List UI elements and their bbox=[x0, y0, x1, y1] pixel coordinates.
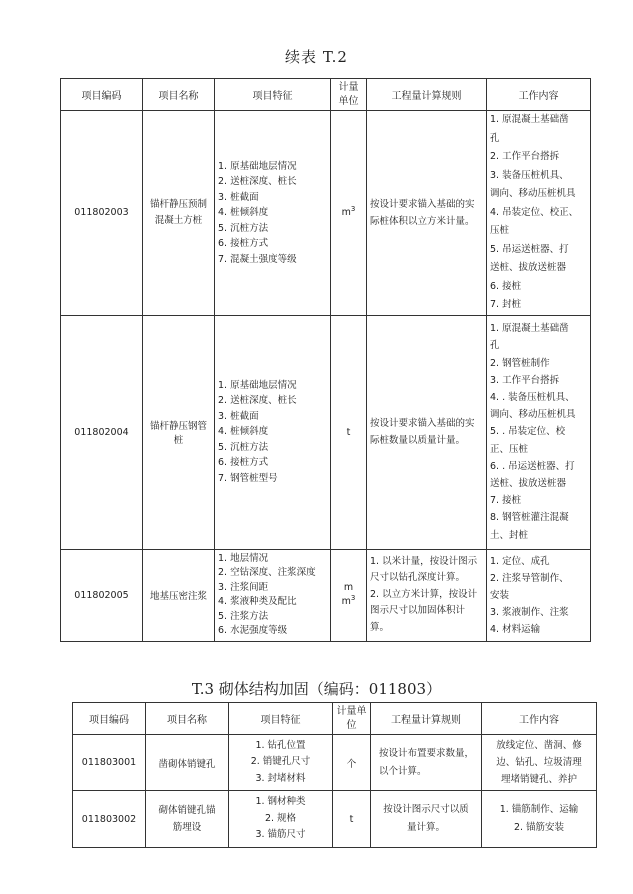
feature-line: 3. 锚筋尺寸 bbox=[255, 829, 306, 841]
work-line: 3. 浆液制作、注浆 bbox=[490, 606, 569, 618]
feature-line: 4. 浆液种类及配比 bbox=[218, 596, 297, 607]
feature-line: 3. 封堵材料 bbox=[255, 772, 306, 784]
row-code: 011803001 bbox=[73, 735, 146, 791]
work-line: 3. 装备压桩机具、 bbox=[490, 169, 569, 181]
feature-line: 3. 桩截面 bbox=[218, 191, 259, 203]
rule-line: 尺寸以钻孔深度计算。 bbox=[370, 572, 466, 584]
table-row bbox=[73, 735, 597, 791]
header-code: 项目编码 bbox=[61, 79, 143, 111]
header-features: 项目特征 bbox=[215, 79, 331, 111]
feature-line: 5. 沉桩方法 bbox=[218, 441, 269, 453]
rule-line: 图示尺寸以加固体积计 bbox=[370, 605, 466, 617]
row-unit: 个 bbox=[333, 735, 371, 791]
work-line: 2. 注浆导管制作、 bbox=[490, 572, 569, 584]
table-row bbox=[61, 315, 591, 549]
work-line: 1. 原混凝土基础凿 bbox=[490, 114, 569, 125]
work-line: 3. 工作平台搭拆 bbox=[490, 374, 560, 386]
rule-line: 算。 bbox=[370, 621, 390, 633]
table1-header-row bbox=[61, 79, 591, 111]
feature-line: 2. 送桩深度、桩长 bbox=[218, 395, 297, 407]
unit-base: m bbox=[341, 596, 351, 607]
table2-header-row bbox=[73, 703, 597, 735]
work-line: 5. . 吊装定位、校 bbox=[490, 426, 566, 438]
work-line: 1. 锚筋制作、运输 bbox=[499, 804, 579, 815]
work-line: 5. 吊运送桩器、打 bbox=[490, 243, 569, 255]
feature-line: 1. 地层情况 bbox=[218, 552, 269, 564]
feature-line: 5. 沉桩方法 bbox=[218, 222, 269, 234]
row-unit: t bbox=[333, 791, 371, 848]
feature-line: 2. 送桩深度、桩长 bbox=[218, 176, 297, 187]
header-unit: 计量单位 bbox=[331, 79, 367, 111]
work-line: 6. . 吊运送桩器、打 bbox=[490, 460, 575, 472]
header-rule: 工程量计算规则 bbox=[371, 703, 482, 735]
unit-base: m bbox=[341, 207, 351, 219]
table2-title: T.3 砌体结构加固（编码：011803） bbox=[191, 680, 442, 698]
work-line: 8. 钢管桩灌注混凝 bbox=[490, 512, 569, 524]
work-line: 孔 bbox=[490, 340, 500, 352]
unit-line: m bbox=[343, 582, 354, 593]
rule-line: 1. 以米计量，按设计图示 bbox=[370, 555, 478, 567]
row-features bbox=[215, 111, 331, 316]
feature-line: 2. 销键孔尺寸 bbox=[250, 756, 311, 768]
work-line: 4. 材料运输 bbox=[490, 623, 541, 635]
row-features bbox=[229, 791, 333, 848]
header-name: 项目名称 bbox=[146, 703, 229, 735]
feature-line: 2. 规格 bbox=[264, 812, 297, 824]
table-row bbox=[73, 791, 597, 848]
feature-line: 6. 水泥强度等级 bbox=[218, 625, 288, 636]
row-rule: 按设计图示尺寸以质量计算。 bbox=[371, 791, 482, 848]
header-code: 项目编码 bbox=[73, 703, 146, 735]
rule-line: 2. 以立方米计算，按设计 bbox=[370, 588, 478, 600]
work-line: 4. . 装备压桩机具、 bbox=[490, 391, 575, 403]
header-features: 项目特征 bbox=[229, 703, 333, 735]
feature-line: 3. 桩截面 bbox=[218, 410, 259, 422]
header-unit: 计量单位 bbox=[333, 703, 371, 735]
row-name: 凿砌体销键孔 bbox=[146, 735, 229, 791]
feature-line: 1. 钢材种类 bbox=[255, 796, 306, 808]
row-code: 011803002 bbox=[73, 791, 146, 848]
work-line: 调向、移动压桩机具 bbox=[490, 409, 576, 421]
work-line: 放线定位、凿洞、修 bbox=[496, 740, 582, 751]
feature-line: 1. 原基础地层情况 bbox=[218, 379, 297, 391]
row-name: 锚杆静压钢管桩 bbox=[143, 315, 215, 549]
row-unit bbox=[331, 111, 367, 316]
row-work bbox=[487, 549, 591, 641]
row-rule: 按设计要求锚入基础的实际桩数量以质量计量。 bbox=[367, 315, 487, 549]
feature-line: 6. 接桩方式 bbox=[218, 457, 269, 469]
work-line: 送桩、拔放送桩器 bbox=[490, 262, 567, 273]
feature-line: 6. 接桩方式 bbox=[218, 238, 269, 249]
work-line: 边、钻孔、垃圾清理 bbox=[496, 757, 582, 768]
feature-line: 7. 钢管桩型号 bbox=[218, 472, 278, 484]
row-work bbox=[487, 111, 591, 316]
row-work bbox=[482, 735, 597, 791]
work-line: 2. 锚筋安装 bbox=[513, 822, 565, 833]
work-line: 4. 吊装定位、校正、 bbox=[490, 206, 579, 218]
work-line: 土、封桩 bbox=[490, 529, 529, 541]
unit-superscript: 3 bbox=[350, 594, 356, 602]
table1-title: 续表 T.2 bbox=[285, 48, 348, 66]
feature-line: 1. 钻孔位置 bbox=[255, 739, 306, 751]
row-code: 011802003 bbox=[61, 111, 143, 316]
feature-line: 2. 空钻深度、注浆深度 bbox=[218, 567, 316, 578]
table-row bbox=[61, 111, 591, 316]
header-work: 工作内容 bbox=[482, 703, 597, 735]
row-features bbox=[229, 735, 333, 791]
table1 bbox=[60, 78, 591, 642]
feature-line: 7. 混凝土强度等级 bbox=[218, 253, 297, 265]
row-work bbox=[487, 315, 591, 549]
work-line: 压桩 bbox=[490, 225, 510, 236]
row-name: 地基压密注浆 bbox=[143, 549, 215, 641]
work-line: 2. 钢管桩制作 bbox=[490, 357, 550, 369]
work-line: 送桩、拔放送桩器 bbox=[490, 478, 567, 489]
unit-line bbox=[334, 595, 363, 609]
row-rule: 按设计布置要求数量，以个计算。 bbox=[371, 735, 482, 791]
table-row bbox=[61, 549, 591, 641]
work-line: 2. 工作平台搭拆 bbox=[490, 151, 560, 162]
work-line: 7. 封桩 bbox=[490, 299, 522, 310]
work-line: 调向、移动压桩机具 bbox=[490, 188, 576, 199]
work-line: 6. 接桩 bbox=[490, 280, 522, 292]
work-line: 正、压桩 bbox=[490, 443, 529, 455]
feature-line: 5. 注浆方法 bbox=[218, 610, 269, 622]
work-line: 1. 原混凝土基础凿 bbox=[490, 323, 569, 335]
work-line: 埋堵销键孔、养护 bbox=[500, 774, 577, 785]
work-line: 7. 接桩 bbox=[490, 495, 522, 507]
work-line: 1. 定位、成孔 bbox=[490, 555, 550, 567]
row-unit bbox=[331, 549, 367, 641]
row-features bbox=[215, 315, 331, 549]
table2 bbox=[72, 702, 597, 848]
row-name: 锚杆静压预制混凝土方桩 bbox=[143, 111, 215, 316]
row-rule: 按设计要求锚入基础的实际桩体积以立方米计量。 bbox=[367, 111, 487, 316]
row-features bbox=[215, 549, 331, 641]
work-line: 安装 bbox=[490, 589, 510, 601]
feature-line: 3. 注浆间距 bbox=[218, 581, 269, 593]
header-name: 项目名称 bbox=[143, 79, 215, 111]
header-work: 工作内容 bbox=[487, 79, 591, 111]
row-unit: t bbox=[331, 315, 367, 549]
row-rule bbox=[367, 549, 487, 641]
row-name: 砌体销键孔锚筋埋设 bbox=[146, 791, 229, 848]
feature-line: 4. 桩倾斜度 bbox=[218, 207, 269, 218]
row-work bbox=[482, 791, 597, 848]
row-code: 011802005 bbox=[61, 549, 143, 641]
work-line: 孔 bbox=[490, 132, 500, 144]
row-code: 011802004 bbox=[61, 315, 143, 549]
unit-superscript: 3 bbox=[350, 205, 356, 214]
feature-line: 4. 桩倾斜度 bbox=[218, 426, 269, 438]
header-rule: 工程量计算规则 bbox=[367, 79, 487, 111]
feature-line: 1. 原基础地层情况 bbox=[218, 160, 297, 172]
